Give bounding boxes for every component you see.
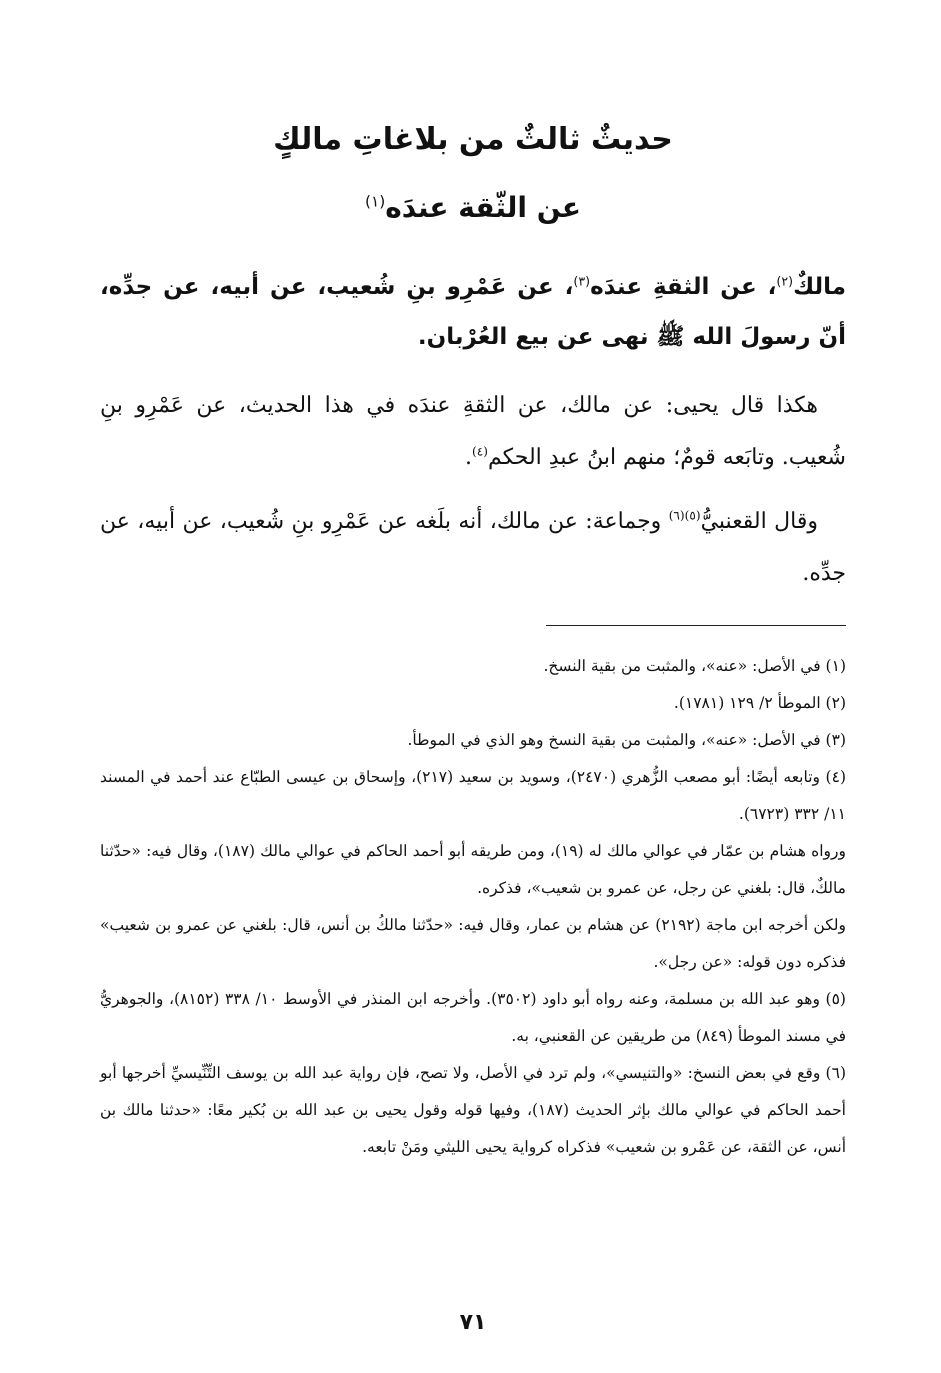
footnote: (٢) الموطأ ٢/ ١٢٩ (١٧٨١). bbox=[673, 694, 846, 712]
subtitle-text: عن الثّقة عندَه bbox=[385, 191, 582, 224]
page-number: ٧١ bbox=[459, 1310, 487, 1335]
paragraph-text: وقال القعنبيُّ bbox=[700, 509, 818, 534]
paragraph-text: وجماعة: عن مالك، أنه بلَغه عن عَمْرِو بنِ شُعيب، عن أبيه، عن جدِّه. bbox=[100, 509, 846, 586]
commentary-paragraph bbox=[100, 496, 846, 600]
footnote: (٣) في الأصل: «عنه»، والمثبت من بقية النسخ وهو الذي في الموطأ. bbox=[407, 731, 846, 749]
footnote-ref: (٤) bbox=[472, 444, 488, 459]
footnote-ref: (٥)(٦) bbox=[668, 508, 701, 523]
document-page bbox=[100, 0, 846, 1373]
footnote: (٥) وهو عبد الله بن مسلمة، وعنه رواه أبو داود (٣٥٠٢). وأخرجه ابن المنذر في الأوسط ١٠/ ٣٣٨ (٨١٥٢)، والجوهريُّ في مسند الموطأ (٨٤٩) من طريقين عن القعنبي، به. bbox=[100, 990, 846, 1045]
footnote-continuation: ولكن أخرجه ابن ماجة (٢١٩٢) عن هشام بن عمار، وقال فيه: «حدّثنا مالكُ بن أنس، قال: بلغني عن عمرو بن شعيب» فذكره دون قوله: «عن رجل». bbox=[100, 916, 846, 971]
footnote-divider bbox=[546, 625, 846, 626]
paragraph-text: هكذا قال يحيى: عن مالك، عن الثقةِ عندَه في هذا الحديث، عن عَمْرِو بنِ شُعيب. وتابَعه قومٌ؛ منهم ابنُ عبدِ الحكم bbox=[100, 393, 846, 470]
footnote-ref: (٢) bbox=[776, 273, 794, 289]
footnote: (٦) وقع في بعض النسخ: «والتنيسي»، ولم ترد في الأصل، ولا تصح، فإن رواية عبد الله بن يوسف التِّنِّيسيِّ أخرجها أبو أحمد الحاكم في عوالي مالك بإثر الحديث (١٨٧)، وفيها قوله وقول يحيى بن عبد الله بن بُكير معًا: «حدثنا مالك بن أنس، عن الثقة، عن عَمْرو بن شعيب» فذكراه كرواية يحيى الليثي ومَنْ تابعه. bbox=[100, 1064, 846, 1156]
commentary-paragraph bbox=[100, 380, 846, 484]
footnote: (٤) وتابعه أيضًا: أبو مصعب الزُّهري (٢٤٧٠)، وسويد بن سعيد (٢١٧)، وإسحاق بن عيسى الطبّاع عند أحمد في المسند ١١/ ٣٣٢ (٦٧٢٣). bbox=[100, 768, 846, 823]
footnote-ref: (١) bbox=[364, 192, 386, 211]
hadith-text bbox=[100, 262, 846, 362]
paragraph-text: . bbox=[465, 445, 473, 470]
footnote: (١) في الأصل: «عنه»، والمثبت من بقية النسخ. bbox=[543, 657, 846, 675]
hadith-text-part: مالكٌ bbox=[793, 274, 847, 300]
chapter-subtitle bbox=[100, 186, 846, 230]
chapter-title: حديثٌ ثالثٌ من بلاغاتِ مالكٍ bbox=[273, 122, 673, 157]
footnotes-section bbox=[100, 648, 846, 1166]
hadith-text-part: ، عن عَمْرِو بنِ شُعيب، عن أبيه، عن جدِّه، أنّ رسولَ الله ﷺ نهى عن بيع العُرْبان. bbox=[100, 274, 846, 350]
footnote-continuation: ورواه هشام بن عمّار في عوالي مالك له (١٩)، ومن طريقه أبو أحمد الحاكم في عوالي مالك (١٨٧)، وقال فيه: «حدّثنا مالكٌ، قال: بلغني عن رجل، عن عمرو بن شعيب»، فذكره. bbox=[100, 842, 846, 897]
footnote-ref: (٣) bbox=[573, 273, 591, 289]
hadith-text-part: ، عن الثقةِ عندَه bbox=[590, 274, 777, 300]
